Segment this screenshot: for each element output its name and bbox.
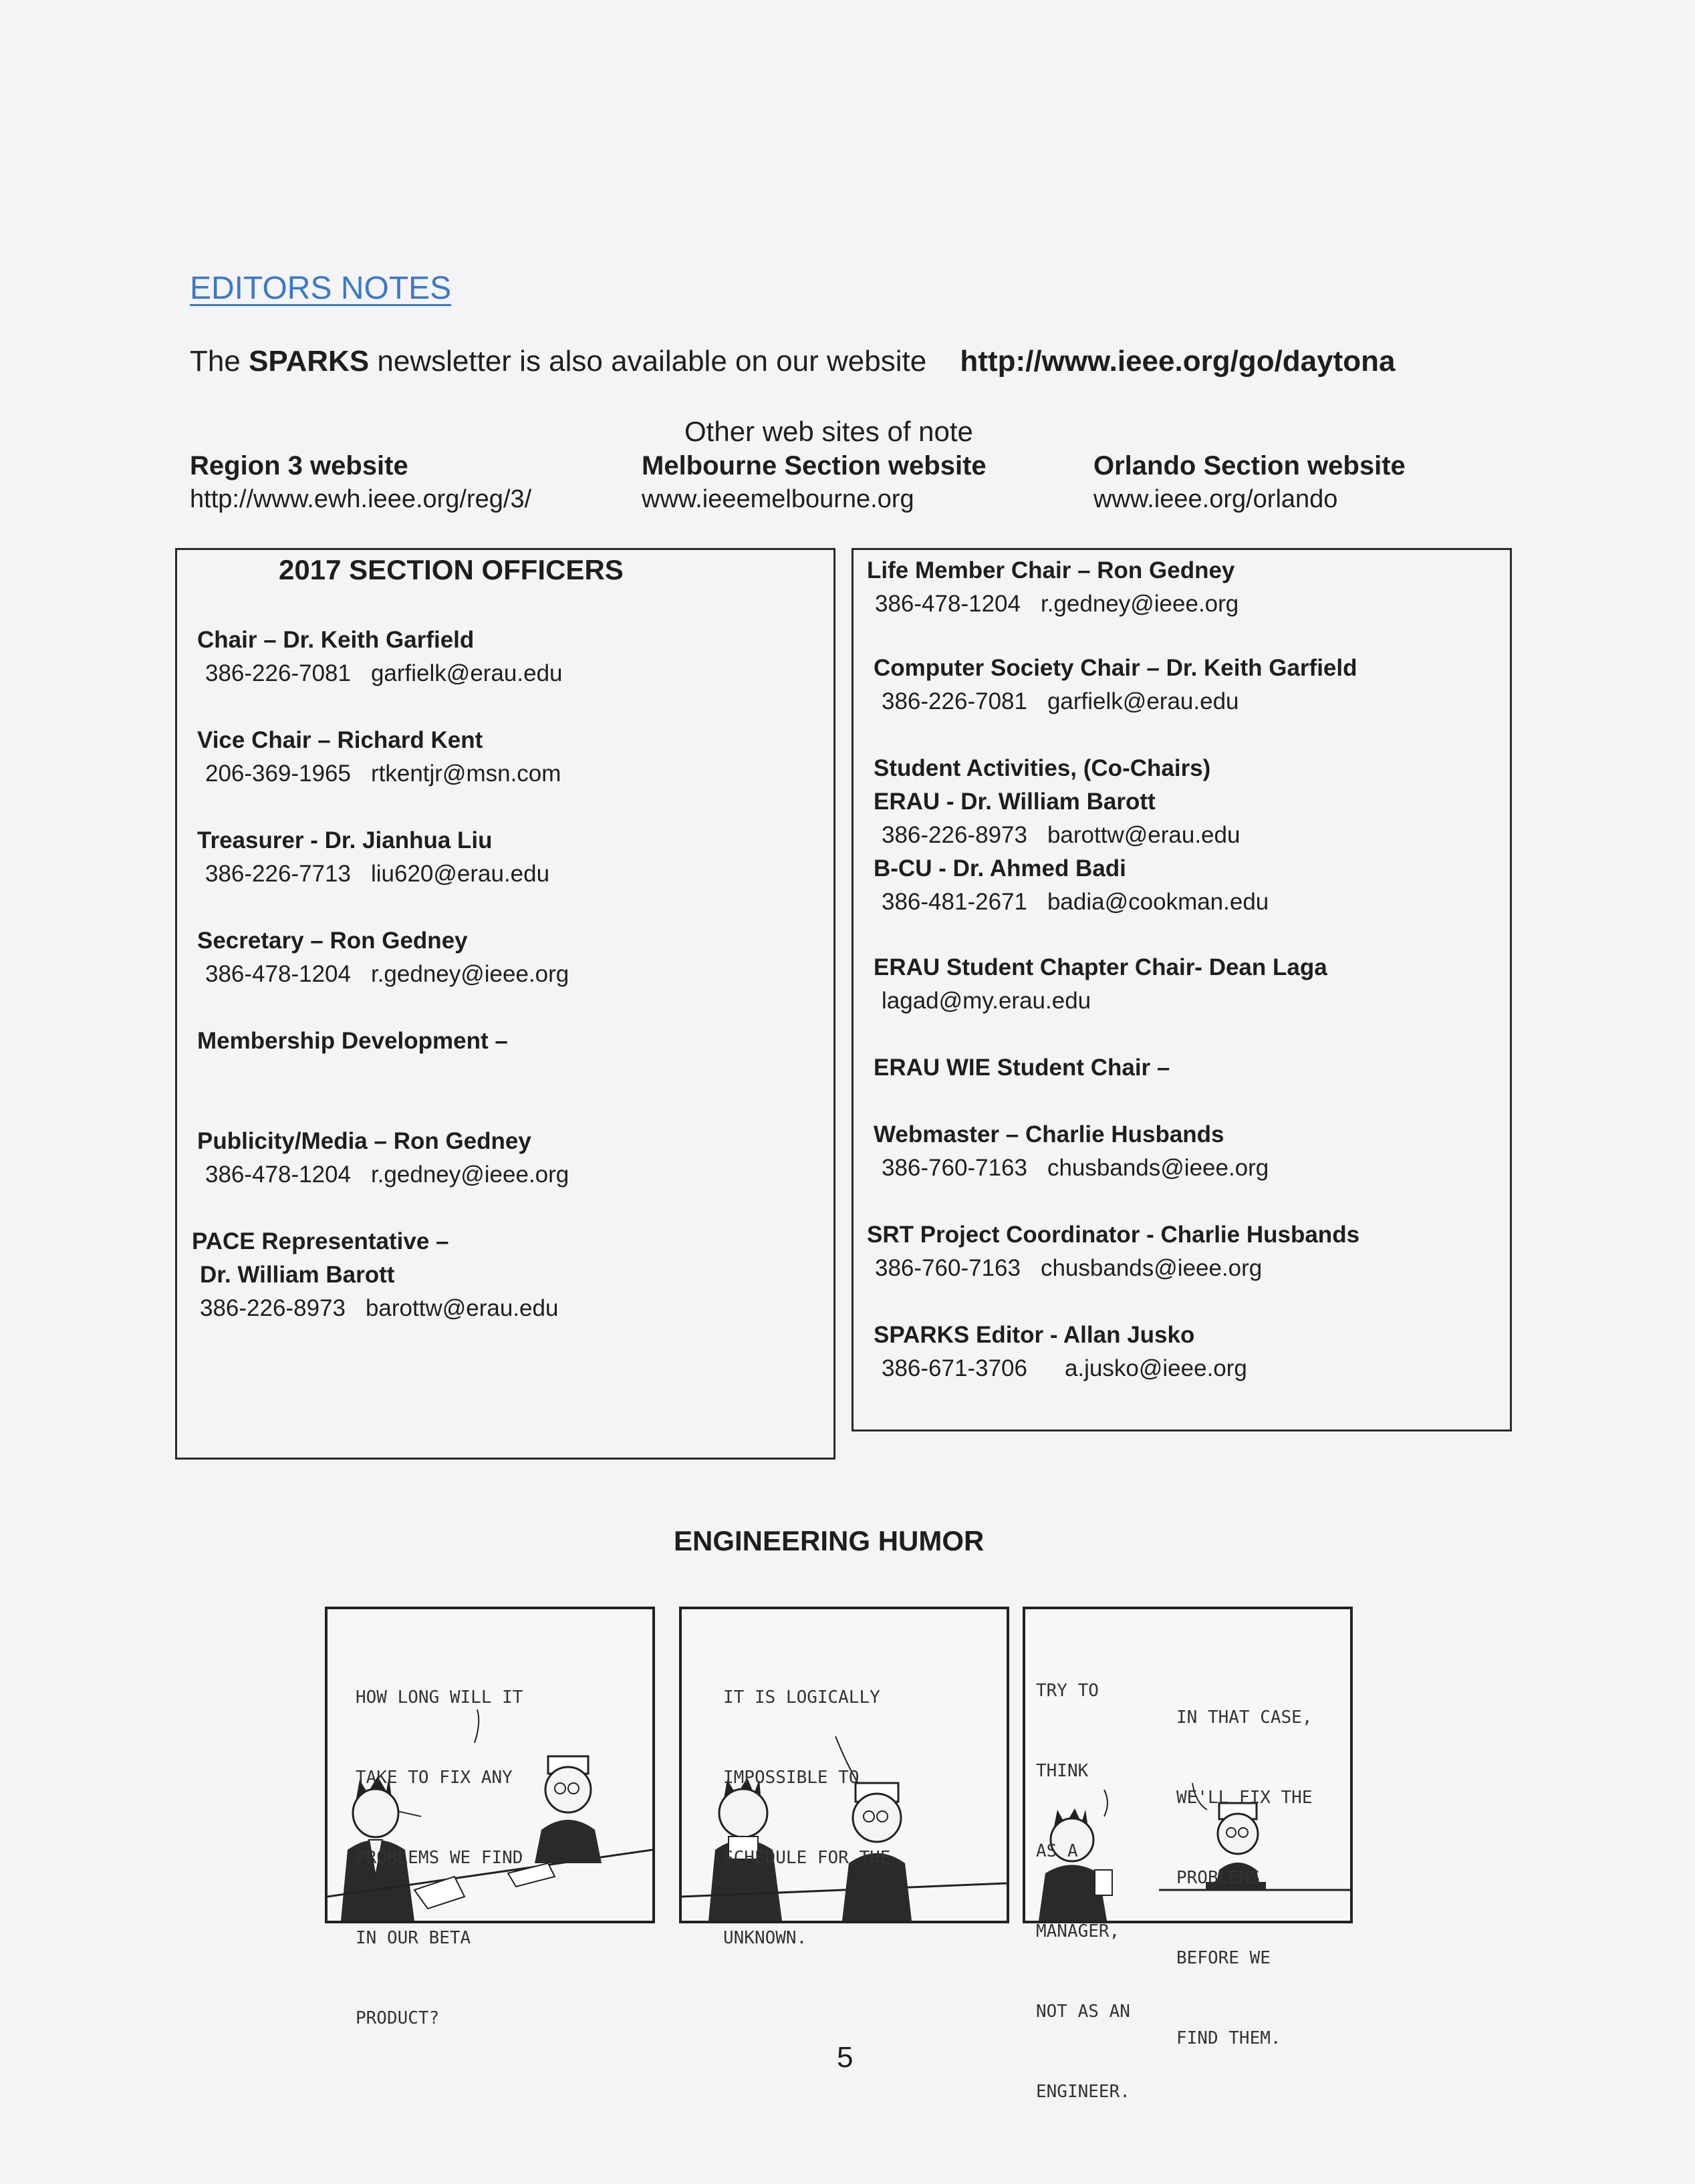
officer-title: Secretary – Ron Gedney (197, 928, 468, 954)
site-title: Melbourne Section website (642, 451, 987, 481)
site-title: Orlando Section website (1093, 451, 1406, 481)
chair-student-activities (874, 752, 1269, 919)
site-url[interactable]: http://www.ewh.ieee.org/reg/3/ (190, 485, 532, 513)
officer-title: Publicity/Media – Ron Gedney (197, 1128, 531, 1154)
email[interactable]: r.gedney@ieee.org (370, 961, 569, 987)
officer-title: PACE Representative – (192, 1228, 449, 1254)
chair-contact (874, 885, 1269, 919)
officer-contact (197, 857, 549, 891)
speech-line: FIND THEM. (1176, 2028, 1281, 2048)
section-officers-box (175, 548, 835, 1460)
speech-line: WE'LL FIX THE (1176, 1788, 1313, 1808)
chair-computer-society (874, 652, 1357, 718)
officer-membership-development (197, 1025, 508, 1058)
officer-vice-chair (197, 724, 561, 791)
site-url[interactable]: www.ieeemelbourne.org (642, 485, 914, 513)
officer-title: Membership Development – (197, 1028, 508, 1054)
phone: 386-226-7081 (205, 660, 351, 686)
phone: 386-226-8973 (882, 822, 1027, 848)
phone: 386-226-8973 (200, 1295, 346, 1321)
speech-line: ENGINEER. (1036, 2082, 1130, 2102)
line-prefix: The (190, 345, 241, 378)
officer-publicity (197, 1125, 569, 1192)
officer-contact (197, 657, 563, 690)
comic-panel-2 (679, 1607, 1009, 1948)
officer-name: Dr. William Barott (200, 1262, 395, 1288)
chair-life-member (867, 554, 1238, 621)
speech-bubble-right (1176, 1651, 1313, 2105)
section-officers-title: 2017 SECTION OFFICERS (279, 554, 624, 585)
officer-title: Treasurer - Dr. Jianhua Liu (197, 827, 493, 853)
phone: 386-671-3706 (882, 1355, 1027, 1381)
chair-title: ERAU Student Chapter Chair- Dean Laga (874, 954, 1327, 980)
site-title: Region 3 website (190, 451, 408, 481)
chair-contact (867, 1252, 1359, 1285)
editors-notes-heading: EDITORS NOTES (190, 271, 452, 306)
co-chair-bcu: B-CU - Dr. Ahmed Badi (874, 855, 1126, 881)
chair-contact (874, 1352, 1247, 1385)
chair-contact (874, 819, 1269, 852)
speech-line: PROBLEMS WE FIND (356, 1848, 523, 1868)
officer-contact (197, 1158, 569, 1192)
phone: 386-478-1204 (875, 591, 1021, 617)
speech-line: BEFORE WE (1176, 1948, 1271, 1968)
officer-pace (192, 1225, 558, 1325)
phone: 206-369-1965 (205, 761, 351, 787)
email[interactable]: rtkentjr@msn.com (370, 761, 561, 787)
site-melbourne (642, 449, 987, 516)
speech-line: AS A (1036, 1841, 1078, 1861)
chair-webmaster (874, 1118, 1269, 1185)
site-orlando (1093, 449, 1406, 516)
speech-line: PRODUCT? (356, 2008, 440, 2028)
email[interactable]: garfielk@erau.edu (1047, 688, 1239, 714)
phone: 386-478-1204 (205, 961, 351, 987)
chair-title: SPARKS Editor - Allan Jusko (874, 1322, 1195, 1348)
phone: 386-478-1204 (205, 1162, 351, 1188)
chair-contact (867, 587, 1238, 621)
officer-title: Chair – Dr. Keith Garfield (197, 627, 475, 653)
email[interactable]: barottw@erau.edu (365, 1295, 559, 1321)
speech-line: THINK (1036, 1761, 1089, 1781)
chairs-box (852, 548, 1512, 1431)
speech-line: IMPOSSIBLE TO (723, 1768, 860, 1788)
email[interactable]: badia@cookman.edu (1047, 889, 1269, 915)
chair-title: Student Activities, (Co-Chairs) (874, 755, 1211, 781)
comic-panel-3 (1023, 1607, 1353, 2102)
phone: 386-226-7713 (205, 861, 351, 887)
chair-title: SRT Project Coordinator - Charlie Husbands (867, 1222, 1360, 1248)
speech-line: TRY TO (1036, 1681, 1099, 1701)
line-middle: newsletter is also available on our website (377, 345, 927, 378)
chair-title: ERAU WIE Student Chair – (874, 1055, 1170, 1081)
speech-line: IN THAT CASE, (1176, 1708, 1313, 1728)
chair-title: Life Member Chair – Ron Gedney (867, 557, 1235, 583)
phone: 386-226-7081 (882, 688, 1027, 714)
comic-panel-1 (325, 1607, 655, 2028)
officer-treasurer (197, 824, 549, 891)
site-region3 (190, 449, 531, 516)
chair-contact (874, 685, 1357, 718)
speech-bubble (356, 1631, 523, 2085)
phone: 386-760-7163 (882, 1155, 1027, 1181)
email[interactable]: liu620@erau.edu (370, 861, 550, 887)
chair-title: Webmaster – Charlie Husbands (874, 1121, 1224, 1147)
engineering-humor-title: ENGINEERING HUMOR (674, 1525, 985, 1556)
speech-line: SCHEDULE FOR THE (723, 1848, 891, 1868)
site-url[interactable]: www.ieee.org/orlando (1093, 485, 1338, 513)
chair-title: Computer Society Chair – Dr. Keith Garfield (874, 655, 1357, 681)
speech-line: MANAGER, (1036, 1921, 1120, 1941)
chair-erau-wie (874, 1051, 1170, 1085)
website-link[interactable]: http://www.ieee.org/go/daytona (960, 345, 1396, 378)
email[interactable]: a.jusko@ieee.org (1064, 1355, 1247, 1381)
sparks-availability-line (190, 345, 1395, 378)
email[interactable]: r.gedney@ieee.org (1040, 591, 1239, 617)
speech-line: HOW LONG WILL IT (356, 1687, 523, 1708)
chair-contact (874, 984, 1327, 1018)
speech-line: IT IS LOGICALLY (723, 1687, 880, 1708)
speech-line: TAKE TO FIX ANY (356, 1768, 513, 1788)
officer-contact (197, 958, 569, 991)
chair-srt-project (867, 1218, 1359, 1285)
speech-line: UNKNOWN. (723, 1928, 807, 1948)
phone: 386-760-7163 (875, 1255, 1021, 1281)
email[interactable]: chusbands@ieee.org (1040, 1255, 1263, 1281)
email[interactable]: r.gedney@ieee.org (370, 1162, 569, 1188)
other-sites-heading: Other web sites of note (684, 416, 973, 447)
officer-chair (197, 624, 563, 690)
co-chair-erau: ERAU - Dr. William Barott (874, 789, 1156, 815)
page-number: 5 (837, 2041, 854, 2074)
speech-bubble (723, 1631, 890, 2005)
email[interactable]: lagad@my.erau.edu (882, 988, 1091, 1014)
officer-title: Vice Chair – Richard Kent (197, 727, 483, 753)
email[interactable]: chusbands@ieee.org (1047, 1155, 1269, 1181)
chair-sparks-editor (874, 1319, 1247, 1385)
email[interactable]: barottw@erau.edu (1047, 822, 1241, 848)
officer-contact (197, 757, 561, 791)
speech-bubble-left (1036, 1624, 1130, 2159)
speech-line: NOT AS AN (1036, 2002, 1130, 2022)
officer-secretary (197, 924, 569, 991)
newsletter-name: SPARKS (249, 345, 370, 378)
speech-line: PROBLEMS (1176, 1868, 1261, 1888)
chair-contact (874, 1151, 1269, 1185)
phone: 386-481-2671 (882, 889, 1027, 915)
speech-line: IN OUR BETA (356, 1928, 471, 1948)
email[interactable]: garfielk@erau.edu (370, 660, 563, 686)
officer-contact (192, 1292, 558, 1325)
chair-erau-student-chapter (874, 951, 1327, 1018)
